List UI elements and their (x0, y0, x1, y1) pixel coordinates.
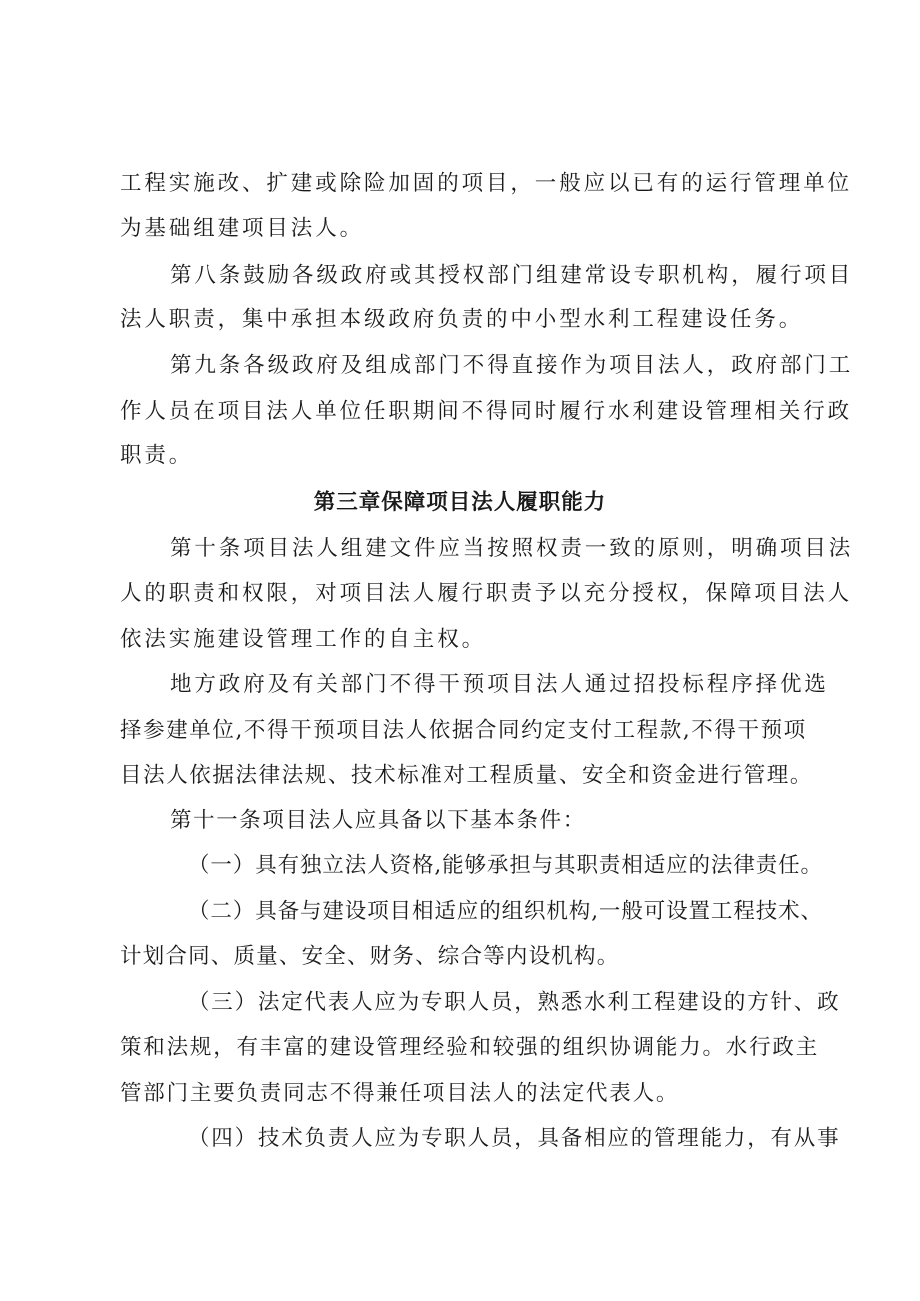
paragraph-local-government: 地方政府及有关部门不得干预项目法人通过招投标程序择优选 (170, 672, 829, 697)
condition-4: （四）技术负责人应为专职人员，具备相应的管理能力，有从事 (188, 1126, 841, 1151)
text-line: 管部门主要负责同志不得兼任项目法人的法定代表人。 (120, 1081, 680, 1106)
text-line: 为基础组建项目法人。 (120, 216, 365, 241)
text-line: 作人员在项目法人单位任职期间不得同时履行水利建设管理相关行政 (120, 399, 853, 424)
text-line: 人的职责和权限，对项目法人履行职责予以充分授权，保障项目法人 (120, 581, 853, 606)
condition-1: （一）具有独立法人资格,能够承担与其职责相适应的法律责任。 (188, 853, 823, 878)
chapter-heading: 第三章保障项目法人履职能力 (313, 490, 607, 515)
text-line: 择参建单位,不得干预项目法人依据合同约定支付工程款,不得干预项 (120, 718, 807, 743)
text-line: 目法人依据法律法规、技术标准对工程质量、安全和资金进行管理。 (120, 763, 814, 788)
text-line: 工程实施改、扩建或除险加固的项目，一般应以已有的运行管理单位 (120, 171, 853, 196)
article-11: 第十一条项目法人应具备以下基本条件： (170, 808, 586, 833)
article-8: 第八条鼓励各级政府或其授权部门组建常设专职机构，履行项目 (170, 263, 854, 288)
text-line: 法人职责，集中承担本级政府负责的中小型水利工程建设任务。 (120, 307, 804, 332)
text-line: 依法实施建设管理工作的自主权。 (120, 627, 487, 652)
condition-3: （三）法定代表人应为专职人员，熟悉水利工程建设的方针、政 (188, 990, 841, 1015)
text-line: 计划合同、质量、安全、财务、综合等内设机构。 (120, 944, 620, 969)
text-line: 策和法规，有丰富的建设管理经验和较强的组织协调能力。水行政主 (120, 1035, 820, 1060)
article-9: 第九条各级政府及组成部门不得直接作为项目法人，政府部门工 (170, 353, 854, 378)
condition-2: （二）具备与建设项目相适应的组织机构,一般可设置工程技术、 (188, 899, 823, 924)
article-10: 第十条项目法人组建文件应当按照权责一致的原则，明确项目法 (170, 536, 854, 561)
text-line: 职责。 (120, 443, 194, 468)
